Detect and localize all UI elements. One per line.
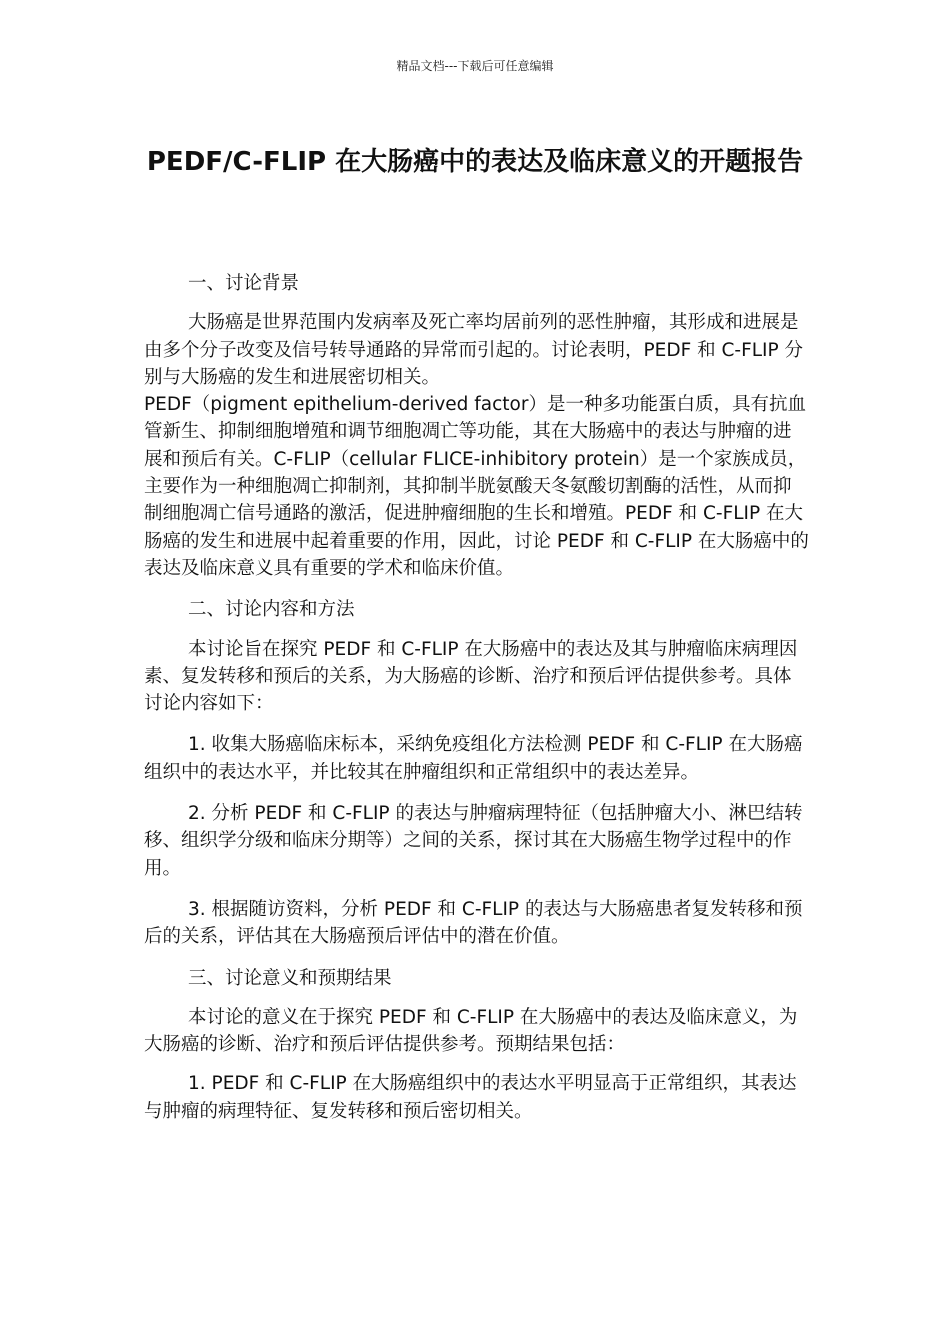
section-1-paragraph-1: 大肠癌是世界范围内发病率及死亡率均居前列的恶性肿瘤，其形成和进展是由多个分子改变及信号转导通路的异常而引起的。讨论表明，PEDF 和 C-FLIP 分别与大肠癌的发生和进展密切相关。 [144, 312, 804, 388]
section-2-heading: 二、讨论内容和方法 [188, 599, 355, 621]
section-3-heading: 三、讨论意义和预期结果 [188, 967, 392, 989]
section-2-item-2: 2. 分析 PEDF 和 C-FLIP 的表达与肿瘤病理特征（包括肿瘤大小、淋巴结转移、组织学分级和临床分期等）之间的关系，探讨其在大肠癌生物学过程中的作用。 [144, 803, 803, 879]
section-3-item-1: 1. PEDF 和 C-FLIP 在大肠癌组织中的表达水平明显高于正常组织，其表达与肿瘤的病理特征、复发转移和预后密切相关。 [144, 1073, 797, 1122]
document-body [144, 270, 809, 1125]
section-1-heading: 一、讨论背景 [188, 273, 300, 294]
section-1-paragraph-2: PEDF（pigment epithelium-derived factor）是一种多功能蛋白质，具有抗血管新生、抑制细胞增殖和调节细胞凋亡等功能，其在大肠癌中的表达与肿瘤的进展和预后有关。C-FLIP（cellular FLICE-inhibitory protein）是一个家族成员，主要作为一种细胞凋亡抑制剂，其抑制半胱氨酸天冬氨酸切割酶的活性，从而抑制细胞凋亡信号通路的激活，促进肿瘤细胞的生长和增殖。PEDF 和 C-FLIP 在大肠癌的发生和进展中起着重要的作用，因此，讨论 PEDF 和 C-FLIP 在大肠癌中的表达及临床意义具有重要的学术和临床价值。 [144, 394, 809, 579]
section-2-intro: 本讨论旨在探究 PEDF 和 C-FLIP 在大肠癌中的表达及其与肿瘤临床病理因素、复发转移和预后的关系，为大肠癌的诊断、治疗和预后评估提供参考。具体讨论内容如下： [144, 638, 798, 715]
section-2-item-3: 3. 根据随访资料，分析 PEDF 和 C-FLIP 的表达与大肠癌患者复发转移和预后的关系，评估其在大肠癌预后评估中的潜在价值。 [144, 898, 803, 948]
section-3-intro: 本讨论的意义在于探究 PEDF 和 C-FLIP 在大肠癌中的表达及临床意义，为大肠癌的诊断、治疗和预后评估提供参考。预期结果包括： [144, 1006, 798, 1056]
document-title: PEDF/C-FLIP 在大肠癌中的表达及临床意义的开题报告 [146, 147, 804, 177]
page-header-note: 精品文档---下载后可任意编辑 [396, 59, 554, 73]
section-2-item-1: 1. 收集大肠癌临床标本，采纳免疫组化方法检测 PEDF 和 C-FLIP 在大肠癌组织中的表达水平，并比较其在肿瘤组织和正常组织中的表达差异。 [144, 734, 803, 783]
